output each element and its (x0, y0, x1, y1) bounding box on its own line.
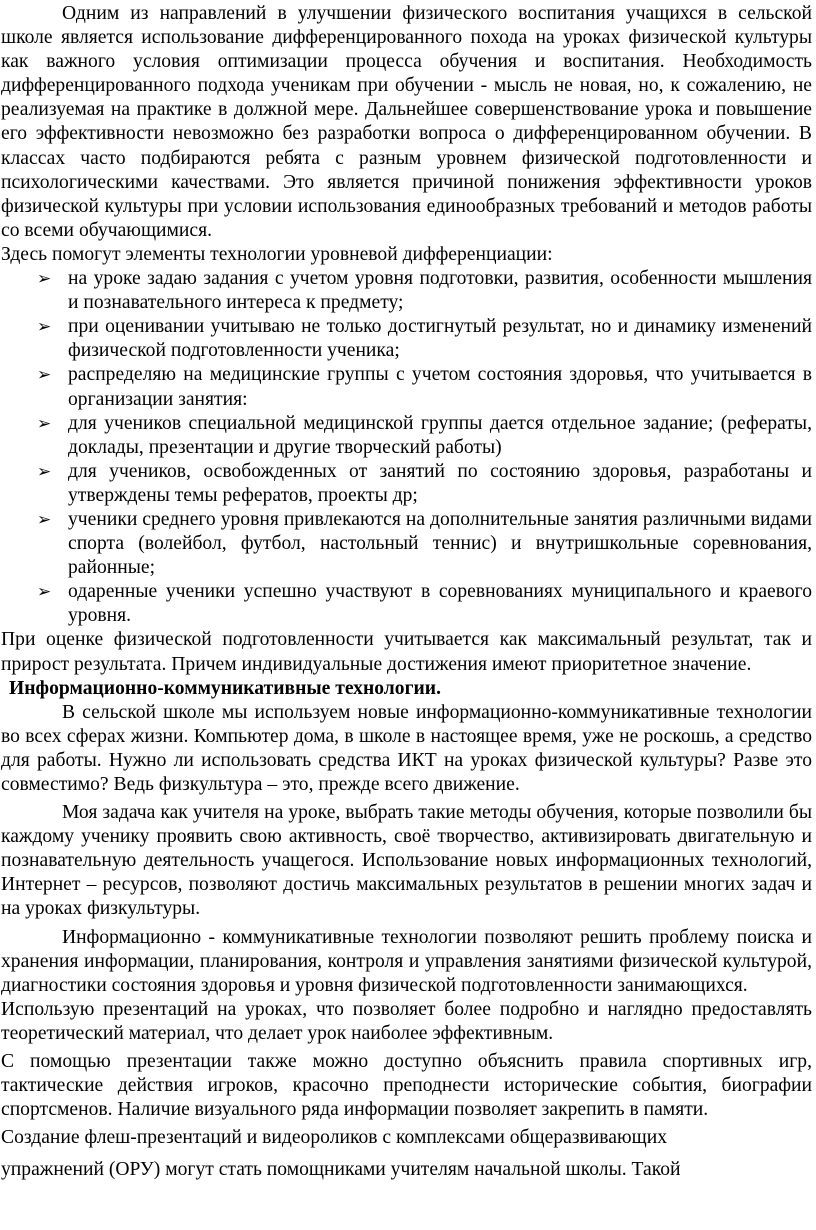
list-item-text: при оценивании учитываю не только достигнутый результат, но и динамику изменений физической подготовленности ученика; (68, 316, 812, 362)
arrow-bullet-icon: ➢ (37, 365, 52, 386)
ict-paragraph-6-line-1: Создание флеш-презентаций и видеороликов с комплексами общеразвивающих (1, 1127, 667, 1149)
ict-paragraph-5: С помощью презентации также можно доступно объяснить правила спортивных игр, тактические действия игроков, красочно преподнести исторические события, биографии спортсменов. Наличие визуального ряда информации позволяет закрепить в памяти. (1, 1051, 812, 1121)
list-item-text: на уроке задаю задания с учетом уровня подготовки, развития, особенности мышления и познавательного интереса к предмету; (68, 268, 812, 314)
list-item (1, 363, 812, 411)
arrow-bullet-icon: ➢ (37, 582, 52, 603)
list-item-text: одаренные ученики успешно участвуют в соревнованиях муниципального и краевого уровня. (68, 581, 812, 627)
list-item (1, 412, 812, 460)
ict-paragraph-4: Использую презентаций на уроках, что позволяет более подробно и наглядно предоставлять теоретический материал, что делает урок наиболее эффективным. (1, 998, 812, 1044)
list-item (1, 460, 812, 508)
intro-paragraph: Одним из направлений в улучшении физического воспитания учащихся в сельской школе является использование дифференцированного похода на уроках физической культуры как важного условия оптимизации процесса обучения и воспитания. Необходимость дифференцированного подхода ученикам при обучении - мысль не новая, но, к сожалению, не реализуемая на практике в должной мере. Дальнейшее совершенствование урока и повышение его эффективности невозможно без разработки вопроса о дифференцированном обучении. В классах часто подбираются ребята с разным уровнем физической подготовленности и психологическими качествами. Это является причиной понижения эффективности уроков физической культуры при условии использования единообразных требований и методов работы со всеми обучающимися. (1, 3, 812, 241)
list-item-text: для учеников специальной медицинской группы дается отдельное задание; (рефераты, доклады, презентации и другие творческий работы) (68, 412, 812, 458)
list-item (1, 508, 812, 580)
list-item (1, 315, 812, 363)
section-heading: Информационно-коммуникативные технологии. (9, 677, 441, 699)
ict-paragraph-6-line-2: упражнений (ОРУ) могут стать помощниками учителям начальной школы. Такой (1, 1159, 681, 1181)
list-intro: Здесь помогут элементы технологии уровневой дифференциации: (1, 243, 553, 265)
list-item-text: ученики среднего уровня привлекаются на дополнительные занятия различными видами спорта (волейбол, футбол, настольный теннис) и внутришкольные соревнования, районные; (68, 508, 812, 579)
arrow-bullet-icon: ➢ (37, 509, 52, 530)
differentiation-list (1, 267, 812, 628)
assessment-paragraph: При оценке физической подготовленности учитывается как максимальный результат, так и прирост результата. Причем индивидуальные достижения имеют приоритетное значение. (1, 629, 812, 675)
list-item (1, 267, 812, 315)
list-item-text: для учеников, освобожденных от занятий по состоянию здоровья, разработаны и утверждены темы рефератов, проекты др; (68, 460, 812, 506)
arrow-bullet-icon: ➢ (37, 269, 52, 290)
arrow-bullet-icon: ➢ (37, 317, 52, 338)
list-item (1, 580, 812, 628)
ict-paragraph-2: Моя задача как учителя на уроке, выбрать такие методы обучения, которые позволили бы каждому ученику проявить свою активность, своё творчество, активизировать двигательную и познавательную деятельность учащегося. Использование новых информационных технологий, Интернет – ресурсов, позволяют достичь максимальных результатов в решении многих задач и на уроках физкультуры. (1, 802, 812, 920)
ict-paragraph-3: Информационно - коммуникативные технологии позволяют решить проблему поиска и хранения информации, планирования, контроля и управления занятиями физической культурой, диагностики состояния здоровья и уровня физической подготовленности занимающихся. (1, 926, 812, 996)
arrow-bullet-icon: ➢ (37, 461, 52, 482)
list-item-text: распределяю на медицинские группы с учетом состояния здоровья, что учитывается в организации занятия: (68, 364, 812, 410)
arrow-bullet-icon: ➢ (37, 413, 52, 434)
ict-paragraph-1: В сельской школе мы используем новые информационно-коммуникативные технологии во всех сферах жизни. Компьютер дома, в школе в настоящее время, уже не роскошь, а средство для работы. Нужно ли использовать средства ИКТ на уроках физической культуры? Разве это совместимо? Ведь физкультура – это, прежде всего движение. (1, 701, 812, 795)
